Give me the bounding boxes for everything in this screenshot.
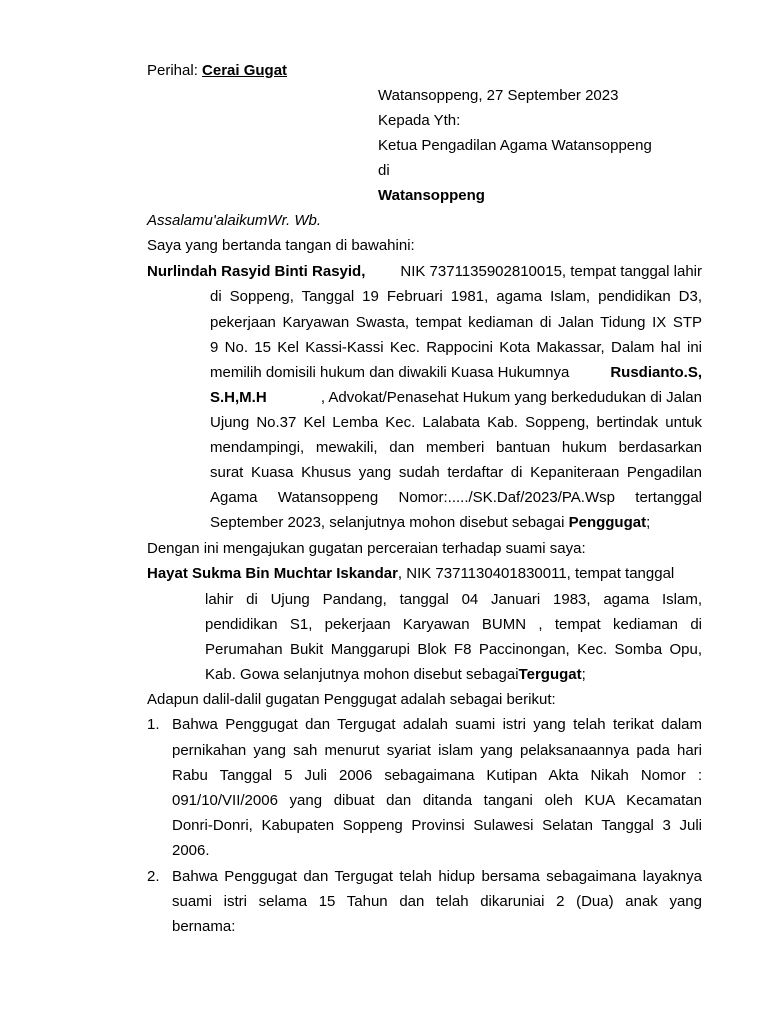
defendant-role: Tergugat — [518, 666, 582, 683]
item-2-line-1: Bahwa Penggugat dan Tergugat telah hidup bersama sebagaimana layaknya — [172, 868, 702, 885]
item-1-line-2: pernikahan yang sah menurut syariat islam yang pelaksanaannya pada hari — [172, 742, 702, 759]
plaintiff-line-5-text: memilih domisili hukum dan diwakili Kuasa Hukumnya — [210, 364, 570, 381]
subject-label: Perihal: — [147, 62, 198, 79]
defendant-line-4: Perumahan Bukit Manggarupi Blok F8 Paccinongan, Kec. Somba Opu, — [205, 641, 702, 658]
item-1-number: 1. — [147, 716, 160, 733]
intro2-text: Dengan ini mengajukan gugatan perceraian terhadap suami saya: — [147, 540, 586, 557]
plaintiff-line-6-rest: , Advokat/Penasehat Hukum yang berkedudukan di Jalan — [320, 389, 702, 406]
intro3-text: Adapun dalil-dalil gugatan Penggugat adalah sebagai berikut: — [147, 691, 556, 708]
item-1-line-1: Bahwa Penggugat dan Tergugat adalah suami istri yang telah terikat dalam — [172, 716, 702, 733]
plaintiff-role: Penggugat — [568, 514, 647, 531]
kepada-label: Kepada Yth: — [378, 112, 461, 129]
di-label: di — [378, 162, 390, 179]
defendant-last-text: Kab. Gowa selanjutnya mohon disebut sebagai — [205, 666, 519, 683]
plaintiff-line-1-rest: NIK 7371135902810015, tempat tanggal lahir — [400, 263, 702, 280]
item-2-line-3: bernama: — [172, 918, 236, 935]
intro-text: Saya yang bertanda tangan di bawahini: — [147, 237, 415, 254]
item-2-line-2: suami istri selama 15 Tahun dan telah dikaruniai 2 (Dua) anak yang — [172, 893, 702, 910]
item-2-number: 2. — [147, 868, 160, 885]
item-1-line-6: 2006. — [172, 842, 210, 859]
plaintiff-line-8: mendampingi, mewakili, dan memberi bantuan hukum berdasarkan — [210, 439, 702, 456]
plaintiff-line-9: surat Kuasa Khusus yang sudah terdaftar di Kepaniteraan Pengadilan — [210, 464, 702, 481]
defendant-line-2: lahir di Ujung Pandang, tanggal 04 Januari 1983, agama Islam, — [205, 591, 702, 608]
plaintiff-line-4: 9 No. 15 Kel Kassi-Kassi Kec. Rappocini Kota Makassar, Dalam hal ini — [210, 339, 702, 356]
item-1-line-4: 091/10/VII/2006 yang dibuat dan ditanda tangani oleh KUA Kecamatan — [172, 792, 702, 809]
place-date: Watansoppeng, 27 September 2023 — [378, 87, 619, 104]
plaintiff-line-7: Ujung No.37 Kel Lemba Kec. Lalabata Kab. Soppeng, bertindak untuk — [210, 414, 702, 431]
lawyer-name-part1: Rusdianto.S, — [610, 364, 702, 381]
defendant-last-punct: ; — [581, 666, 586, 683]
recipient: Ketua Pengadilan Agama Watansoppeng — [378, 137, 652, 154]
greeting: Assalamu'alaikumWr. Wb. — [147, 212, 322, 229]
plaintiff-line-6 — [210, 389, 702, 407]
plaintiff-line-2: di Soppeng, Tanggal 19 Februari 1981, agama Islam, pendidikan D3, — [210, 288, 702, 305]
defendant-line-1-rest: , NIK 7371130401830011, tempat tanggal — [397, 565, 675, 582]
plaintiff-name: Nurlindah Rasyid Binti Rasyid, — [147, 263, 366, 280]
item-1-line-5: Donri-Donri, Kabupaten Soppeng Provinsi Sulawesi Selatan Tanggal 3 Juli — [172, 817, 702, 834]
defendant-line-5 — [205, 666, 586, 684]
plaintiff-line-11 — [210, 514, 650, 532]
plaintiff-line-1 — [147, 263, 702, 281]
subject-value: Cerai Gugat — [202, 62, 288, 79]
defendant-line-3: pendidikan S1, pekerjaan Karyawan BUMN , tempat kediaman di — [205, 616, 702, 633]
item-1-line-3: Rabu Tanggal 5 Juli 2006 sebagaimana Kutipan Akta Nikah Nomor : — [172, 767, 702, 784]
defendant-line-1 — [147, 565, 702, 583]
subject-line — [147, 62, 287, 80]
defendant-name: Hayat Sukma Bin Muchtar Iskandar — [147, 565, 398, 582]
plaintiff-line-10: Agama Watansoppeng Nomor:...../SK.Daf/2023/PA.Wsp tertanggal — [210, 489, 702, 506]
plaintiff-last-punct: ; — [646, 514, 651, 531]
plaintiff-last-text: September 2023, selanjutnya mohon disebut sebagai — [210, 514, 565, 531]
recipient-city: Watansoppeng — [378, 187, 485, 204]
lawyer-name-part2: S.H,M.H — [210, 389, 267, 406]
plaintiff-line-3: pekerjaan Karyawan Swasta, tempat kediaman di Jalan Tidung IX STP — [210, 314, 702, 331]
plaintiff-line-5 — [210, 364, 702, 382]
